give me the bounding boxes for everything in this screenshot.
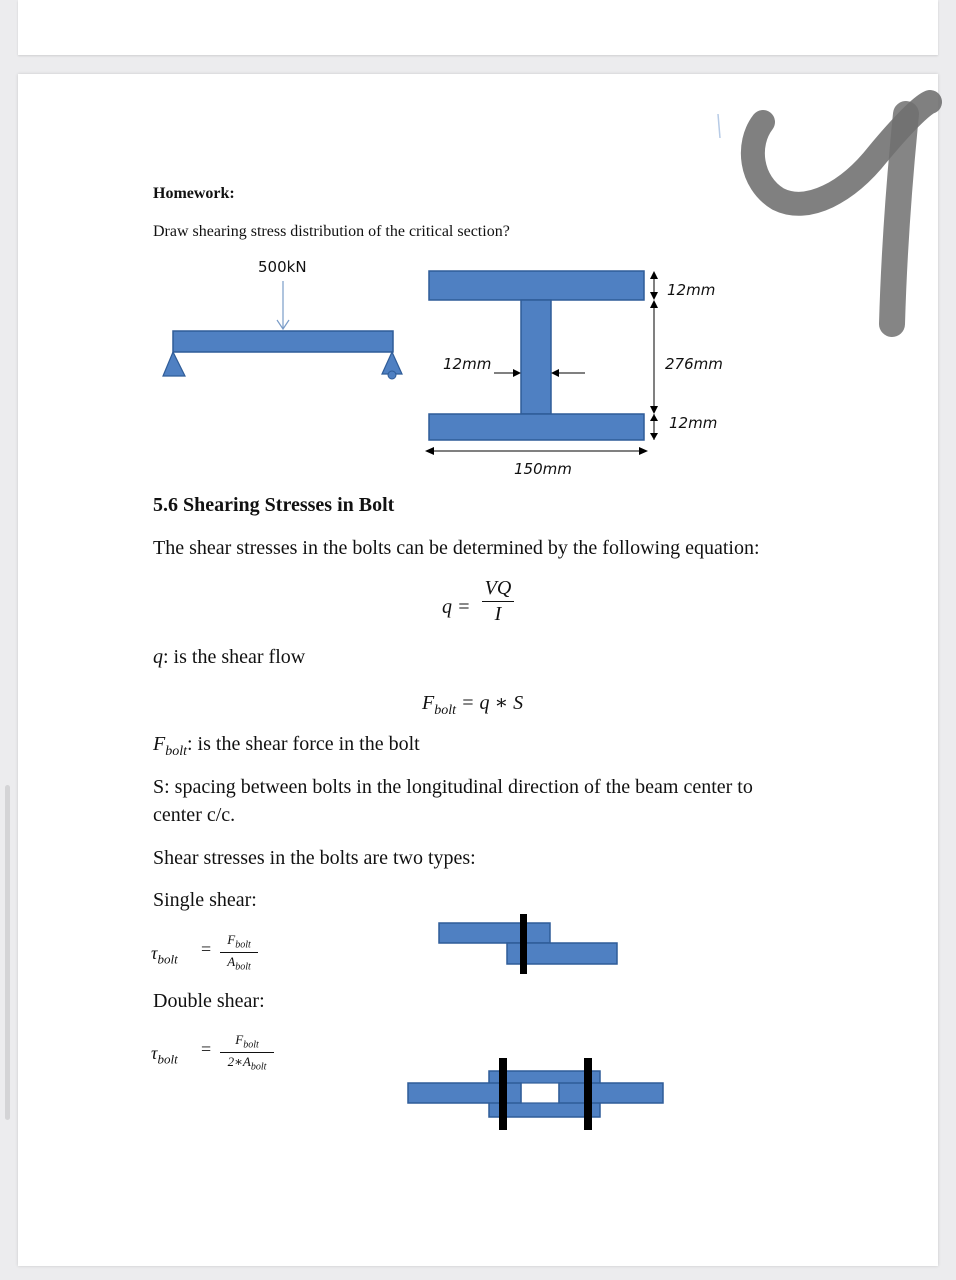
section-title: 5.6 Shearing Stresses in Bolt	[153, 494, 395, 516]
single-lhs: $\tau_{bolt}$	[151, 943, 178, 967]
scrollbar[interactable]	[5, 785, 10, 1120]
s-definition-line1: S: spacing between bolts in the longitudinal direction of the beam center to	[153, 776, 753, 798]
eq2: $F_{bolt} = q$ ∗ S	[422, 692, 524, 718]
double-shear-diagram	[18, 74, 938, 1266]
eq1-denominator: I	[494, 603, 502, 625]
flange-width-label: 150mm	[514, 460, 572, 478]
single-fraction: $F_{bolt}$ $A_{bolt}$	[220, 932, 258, 972]
s-definition-line2: center c/c.	[153, 804, 236, 826]
double-shear-label: Double shear:	[153, 990, 265, 1012]
homework-heading: Homework:	[153, 185, 235, 202]
double-fraction: $F_{bolt}$ $2∗A_{bolt}$	[220, 1032, 274, 1072]
double-eq: =	[201, 1039, 212, 1059]
web-thickness-label: 12mm	[443, 355, 492, 373]
fbolt-definition: $F_{bolt}$: is the shear force in the bolt	[153, 733, 420, 759]
eq1-lhs: q =	[442, 596, 471, 618]
double-bolt-right	[584, 1058, 592, 1130]
double-gap	[521, 1083, 559, 1103]
bottom-flange-label: 12mm	[669, 414, 718, 432]
single-eq: =	[201, 939, 212, 959]
q-definition: q: is the shear flow	[153, 646, 306, 668]
types-intro: Shear stresses in the bolts are two types:	[153, 847, 476, 869]
homework-question: Draw shearing stress distribution of the critical section?	[153, 223, 510, 240]
load-label: 500kN	[258, 258, 307, 276]
section-intro: The shear stresses in the bolts can be determined by the following equation:	[153, 537, 760, 559]
document-page	[18, 74, 938, 1266]
double-bolt-left	[499, 1058, 507, 1130]
double-lhs: $\tau_{bolt}$	[151, 1043, 178, 1067]
eq1-numerator: VQ	[484, 577, 512, 599]
single-shear-label: Single shear:	[153, 889, 257, 911]
web-height-label: 276mm	[665, 355, 723, 373]
double-plate-right	[559, 1083, 663, 1103]
top-flange-label: 12mm	[667, 281, 716, 299]
previous-page	[18, 0, 938, 55]
